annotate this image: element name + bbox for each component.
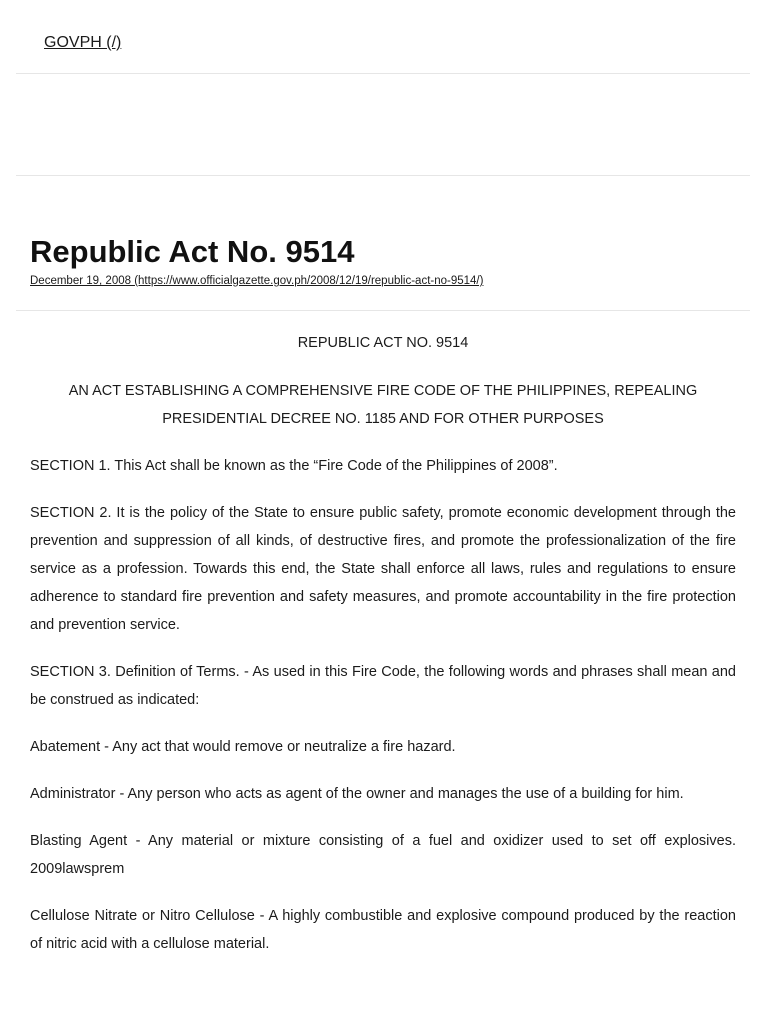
- publish-date-link[interactable]: December 19, 2008 (https://www.officialgazette.gov.ph/2008/12/19/republic-act-no-9514/): [30, 275, 484, 287]
- section-1-paragraph: SECTION 1. This Act shall be known as the “Fire Code of the Philippines of 2008”.: [30, 458, 558, 474]
- definition-blasting-agent: Blasting Agent - Any material or mixture consisting of a fuel and oxidizer used to set off explosives. 2009lawsprem: [30, 833, 736, 877]
- header-banner: [16, 74, 750, 176]
- article-body: [30, 329, 736, 977]
- definition-administrator: Administrator - Any person who acts as agent of the owner and manages the use of a building for him.: [30, 786, 684, 802]
- act-title: AN ACT ESTABLISHING A COMPREHENSIVE FIRE CODE OF THE PHILIPPINES, REPEALING PRESIDENTIAL DECREE NO. 1185 AND FOR OTHER PURPOSES: [68, 383, 698, 427]
- section-2-paragraph: SECTION 2. It is the policy of the State to ensure public safety, promote economic development through the prevention and suppression of all kinds, of destructive fires, and promote the professionalization of the fire service as a profession. Towards this end, the State shall enforce all laws, rules and regulations to ensure adherence to standard fire prevention and safety measures, and promote accountability in the fire protection and prevention service.: [30, 505, 736, 633]
- page-title: Republic Act No. 9514: [30, 234, 355, 269]
- govph-link[interactable]: GOVPH (/): [44, 34, 122, 51]
- act-number: REPUBLIC ACT NO. 9514: [297, 335, 469, 351]
- top-navigation-bar: [16, 0, 750, 74]
- definition-abatement: Abatement - Any act that would remove or neutralize a fire hazard.: [30, 739, 456, 755]
- definition-cellulose-nitrate: Cellulose Nitrate or Nitro Cellulose - A highly combustible and explosive compound produced by the reaction of nitric acid with a cellulose material.: [30, 908, 736, 952]
- article-header: [16, 176, 750, 311]
- section-3-paragraph: SECTION 3. Definition of Terms. - As used in this Fire Code, the following words and phrases shall mean and be construed as indicated:: [30, 664, 736, 708]
